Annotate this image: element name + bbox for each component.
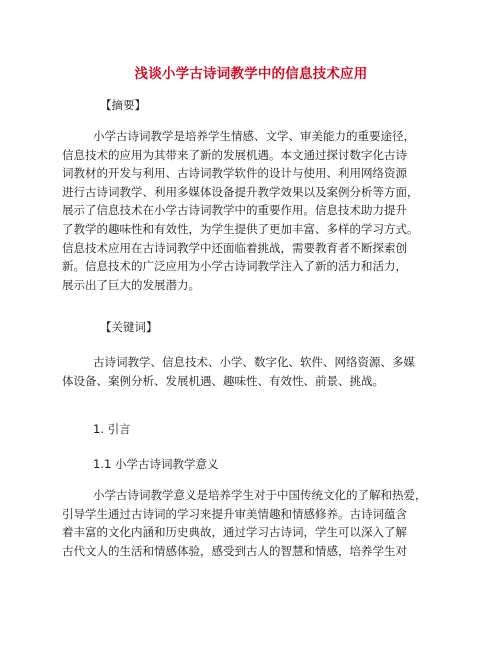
keywords-paragraph bbox=[62, 353, 452, 390]
body-line: 着丰富的文化内涵和历史典故，通过学习古诗词，学生可以深入了解 bbox=[62, 525, 407, 540]
abstract-line: 展示了信息技术在小学古诗词教学中的重要作用。信息技术助力提升 bbox=[62, 203, 407, 218]
abstract-line: 进行古诗词教学、利用多媒体设备提升教学效果以及案例分析等方面， bbox=[62, 184, 419, 199]
section-1-1-paragraph bbox=[62, 486, 452, 560]
body-line: 小学古诗词教学意义是培养学生对于中国传统文化的了解和热爱， bbox=[93, 488, 427, 502]
section-1-heading: 1. 引言 bbox=[93, 422, 131, 436]
abstract-line: 了教学的趣味性和有效性，为学生提供了更加丰富、多样的学习方式。 bbox=[62, 221, 419, 236]
keywords-line: 古诗词教学、信息技术、小学、数字化、软件、网络资源、多媒 bbox=[93, 355, 415, 369]
abstract-paragraph bbox=[62, 127, 452, 294]
body-line: 引导学生通过古诗词的学习来提升审美情趣和情感修养。古诗词蕴含 bbox=[62, 506, 407, 521]
keywords-heading: 【关键词】 bbox=[100, 320, 158, 334]
abstract-line: 信息技术的应用为其带来了新的发展机遇。本文通过探讨数字化古诗 bbox=[62, 147, 407, 162]
abstract-line: 展示出了巨大的发展潜力。 bbox=[62, 277, 200, 292]
abstract-heading: 【摘要】 bbox=[100, 98, 146, 112]
abstract-line: 词教材的开发与利用、古诗词教学软件的设计与使用、利用网络资源 bbox=[62, 166, 407, 181]
keywords-line: 体设备、案例分析、发展机遇、趣味性、有效性、前景、挑战。 bbox=[62, 373, 384, 388]
abstract-line: 小学古诗词教学是培养学生情感、文学、审美能力的重要途径， bbox=[93, 129, 415, 143]
body-line: 古代文人的生活和情感体验，感受到古人的智慧和情感，培养学生对 bbox=[62, 543, 407, 558]
section-1-1-heading: 1.1 小学古诗词教学意义 bbox=[93, 457, 219, 471]
abstract-line: 新。信息技术的广泛应用为小学古诗词教学注入了新的活力和活力， bbox=[62, 259, 407, 274]
document-title: 浅谈小学古诗词教学中的信息技术应用 bbox=[134, 66, 368, 82]
abstract-line: 信息技术应用在古诗词教学中还面临着挑战，需要教育者不断探索创 bbox=[62, 240, 407, 255]
